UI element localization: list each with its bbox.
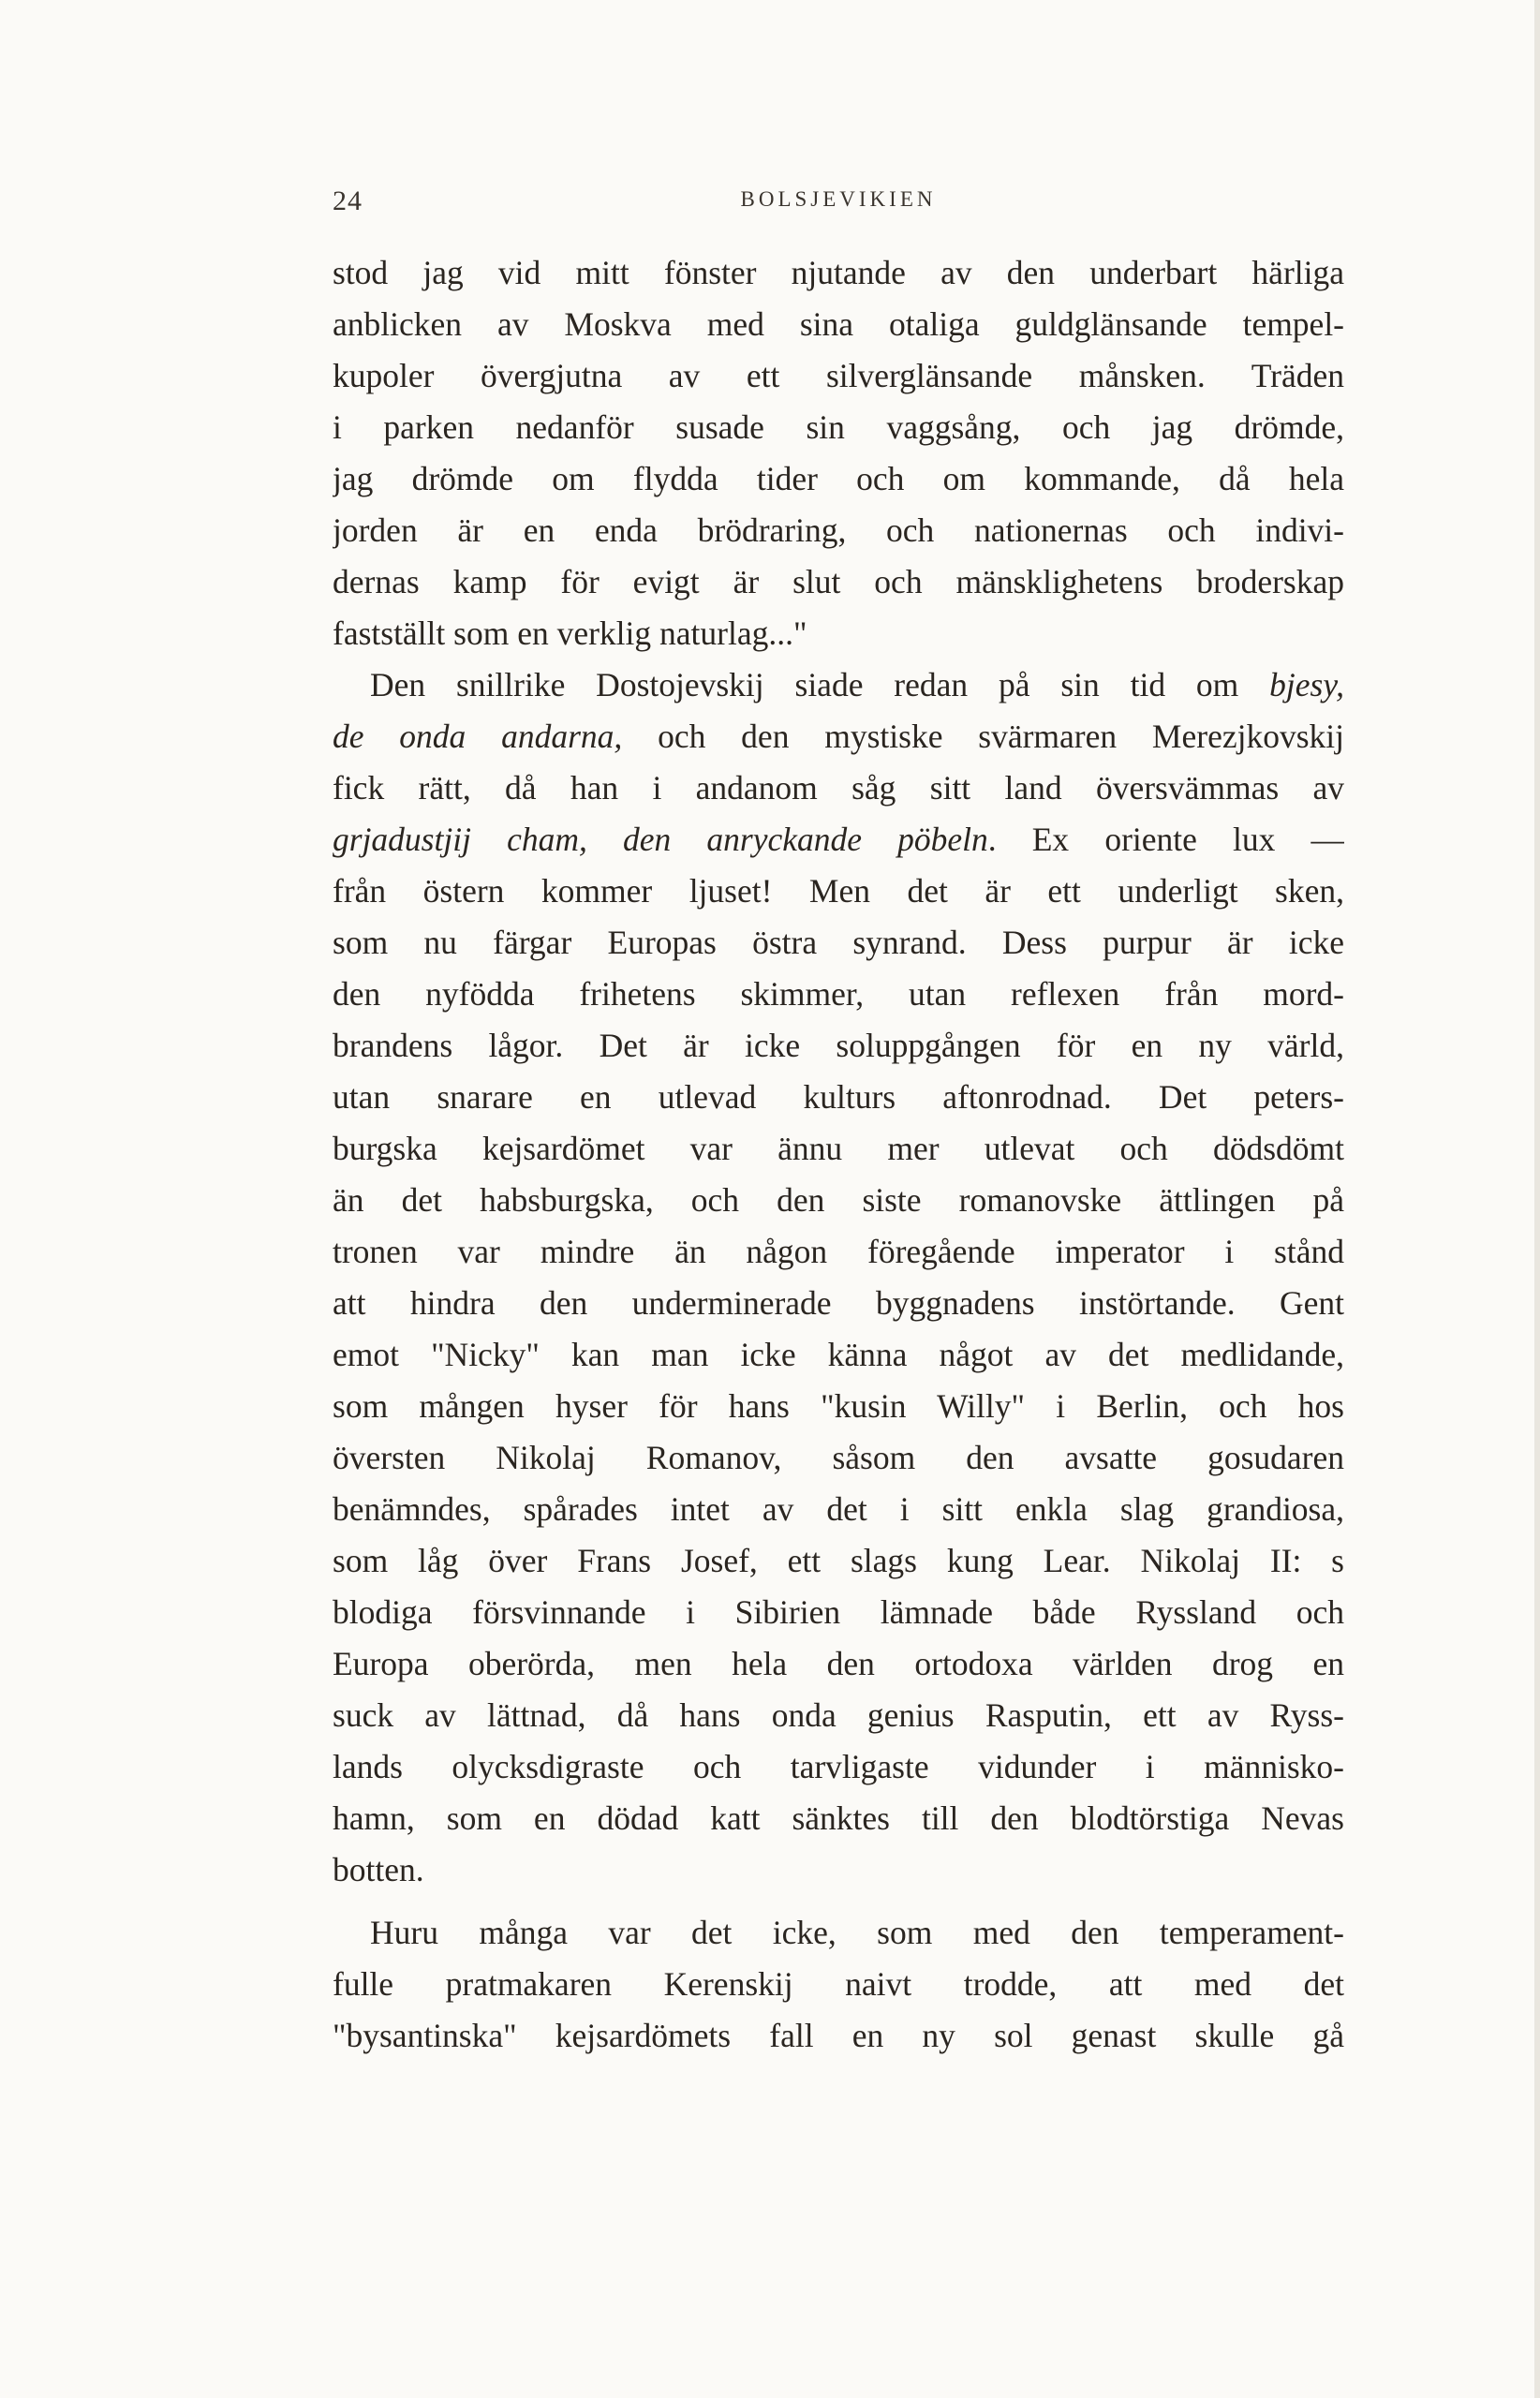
text-line: den nyfödda frihetens skimmer, utan reflexen från mord-: [333, 975, 1344, 1013]
text-line: tronen var mindre än någon föregående imperator i stånd: [333, 1233, 1344, 1270]
text-line: [333, 711, 1344, 762]
text-line: som nu färgar Europas östra synrand. Dess purpur är icke: [333, 924, 1344, 961]
body-text: [333, 247, 1344, 2062]
italic-term: de onda andarna,: [333, 718, 623, 755]
text-line: att hindra den underminerade byggnadens instörtande. Gent: [333, 1284, 1344, 1322]
text-line: [333, 659, 1344, 711]
text-line: Europa oberörda, men hela den ortodoxa världen drog en: [333, 1645, 1344, 1682]
text-line: fastställt som en verklig naturlag...": [333, 614, 807, 652]
text-line: som låg över Frans Josef, ett slags kung Lear. Nikolaj II: s: [333, 1542, 1344, 1579]
text-line: som mången hyser för hans "kusin Willy" i Berlin, och hos: [333, 1387, 1344, 1425]
text-line: [333, 814, 1344, 866]
text-run: och den mystiske svärmaren Merezjkovskij: [658, 718, 1344, 755]
text-line: lands olycksdigraste och tarvligaste vidunder i människo-: [333, 1748, 1344, 1785]
text-line: burgska kejsardömet var ännu mer utlevat och dödsdömt: [333, 1130, 1344, 1167]
text-line: anblicken av Moskva med sina otaliga guldglänsande tempel-: [333, 305, 1344, 343]
text-line: Huru många var det icke, som med den temperament-: [370, 1914, 1344, 1951]
page-edge-shadow: [1534, 0, 1540, 2398]
text-line: brandens lågor. Det är icke soluppgången för en ny värld,: [333, 1027, 1344, 1064]
text-line: fulle pratmakaren Kerenskij naivt trodde, att med det: [333, 1965, 1344, 2003]
running-title: BOLSJEVIKIEN: [740, 187, 937, 211]
text-line: jag drömde om flydda tider och om kommande, då hela: [333, 460, 1344, 497]
text-line: suck av lättnad, då hans onda genius Rasputin, ett av Ryss-: [333, 1696, 1344, 1734]
text-line: från östern kommer ljuset! Men det är ett underligt sken,: [333, 872, 1344, 910]
text-line: jorden är en enda brödraring, och nationernas och indivi-: [333, 511, 1344, 549]
text-line: botten.: [333, 1851, 424, 1888]
text-line: översten Nikolaj Romanov, såsom den avsatte gosudaren: [333, 1439, 1344, 1476]
text-line: emot "Nicky" kan man icke känna något av det medlidande,: [333, 1336, 1344, 1373]
italic-term: bjesy,: [1269, 666, 1344, 703]
text-run: Den snillrike Dostojevskij siade redan på sin tid om: [370, 666, 1270, 703]
text-line: stod jag vid mitt fönster njutande av den underbart härliga: [333, 254, 1344, 291]
text-line: utan snarare en utlevad kulturs aftonrodnad. Det peters-: [333, 1078, 1344, 1116]
text-line: dernas kamp för evigt är slut och mänsklighetens broderskap: [333, 563, 1344, 600]
text-line: än det habsburgska, och den siste romanovske ättlingen på: [333, 1181, 1344, 1219]
text-line: blodiga försvinnande i Sibirien lämnade både Ryssland och: [333, 1593, 1344, 1631]
italic-term: grjadustjij cham, den anryckande pöbeln: [333, 821, 988, 858]
text-line: "bysantinska" kejsardömets fall en ny sol genast skulle gå: [333, 2017, 1344, 2054]
text-run: . Ex oriente lux —: [987, 821, 1344, 858]
running-head: [333, 185, 1344, 223]
page-number: 24: [333, 185, 363, 216]
text-line: kupoler övergjutna av ett silverglänsande månsken. Träden: [333, 357, 1344, 394]
text-line: i parken nedanför susade sin vaggsång, och jag drömde,: [333, 408, 1344, 446]
text-line: benämndes, spårades intet av det i sitt enkla slag grandiosa,: [333, 1490, 1344, 1528]
text-line: hamn, som en dödad katt sänktes till den blodtörstiga Nevas: [333, 1799, 1344, 1837]
text-line: fick rätt, då han i andanom såg sitt land översvämmas av: [333, 769, 1344, 807]
